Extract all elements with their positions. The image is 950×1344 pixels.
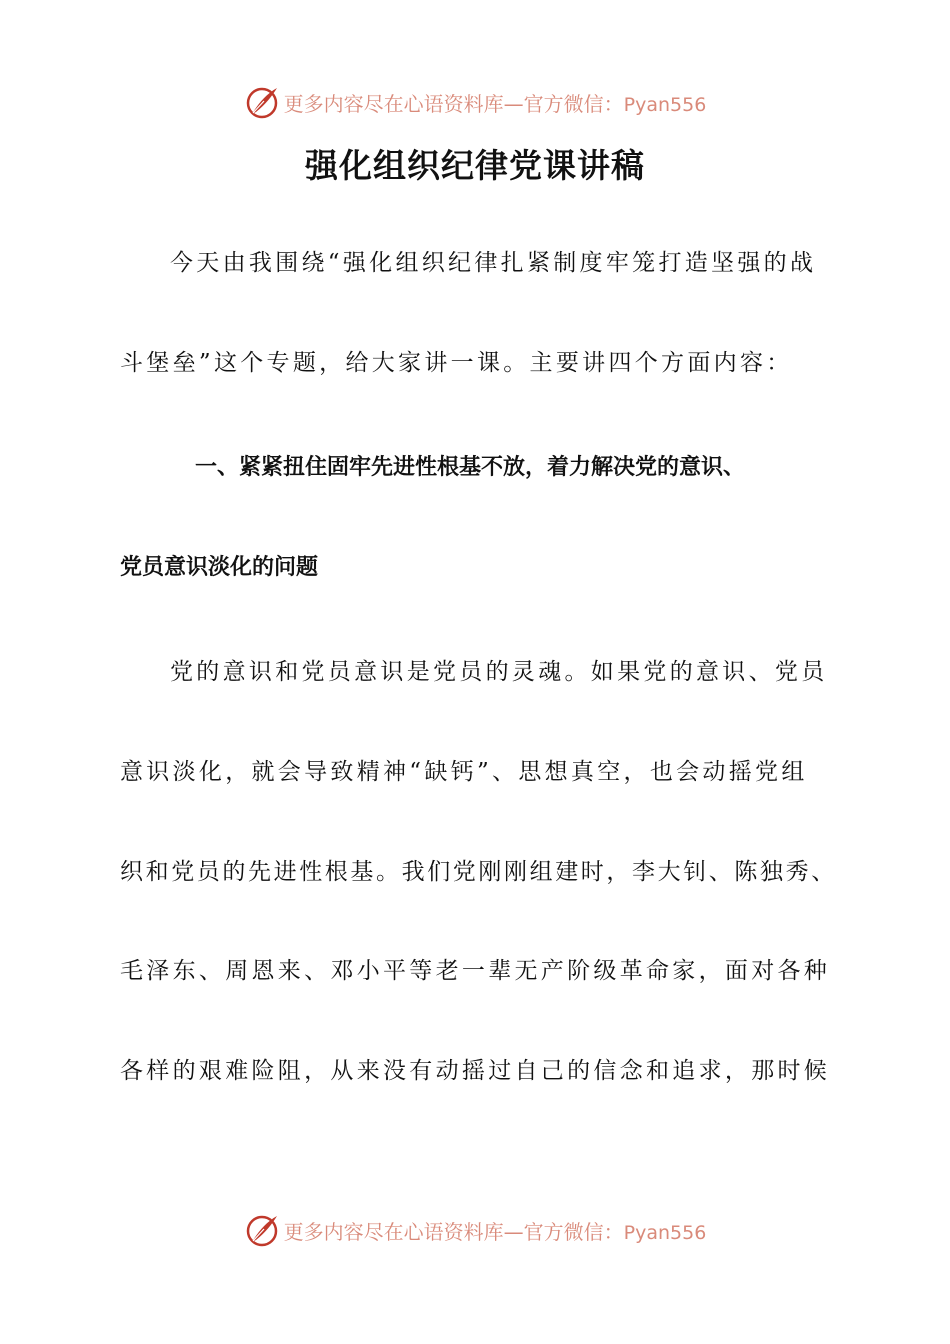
page-title: 强化组织纪律党课讲稿 xyxy=(305,146,645,185)
quill-logo-icon xyxy=(244,84,280,120)
section-heading-line-1: 一、紧紧扭住固牢先进性根基不放，着力解决党的意识、 xyxy=(195,455,746,480)
intro-line-1: 今天由我围绕“强化组织纪律扎紧制度牢笼打造坚强的战 xyxy=(170,250,817,276)
banner-text: 更多内容尽在心语资料库—官方微信：Pyan556 xyxy=(283,1219,707,1244)
wechat-id: Pyan556 xyxy=(623,93,707,116)
intro-line-2: 斗堡垒”这个专题，给大家讲一课。主要讲四个方面内容： xyxy=(120,350,793,376)
section-heading-line-2: 党员意识淡化的问题 xyxy=(120,555,319,580)
body-line-4: 毛泽东、周恩来、邓小平等老一辈无产阶级革命家，面对各种 xyxy=(120,958,831,984)
footer-banner xyxy=(0,1208,950,1252)
body-line-3: 织和党员的先进性根基。我们党刚刚组建时，李大钊、陈独秀、 xyxy=(120,859,837,885)
body-line-5: 各样的艰难险阻，从来没有动摇过自己的信念和追求，那时候 xyxy=(120,1058,831,1084)
quill-logo-icon xyxy=(244,1212,280,1248)
body-line-2: 意识淡化，就会导致精神“缺钙”、思想真空，也会动摇党组 xyxy=(120,759,808,785)
wechat-id: Pyan556 xyxy=(623,1221,707,1244)
header-banner xyxy=(0,80,950,124)
banner-text: 更多内容尽在心语资料库—官方微信：Pyan556 xyxy=(283,91,707,116)
body-line-1: 党的意识和党员意识是党员的灵魂。如果党的意识、党员 xyxy=(170,659,828,685)
